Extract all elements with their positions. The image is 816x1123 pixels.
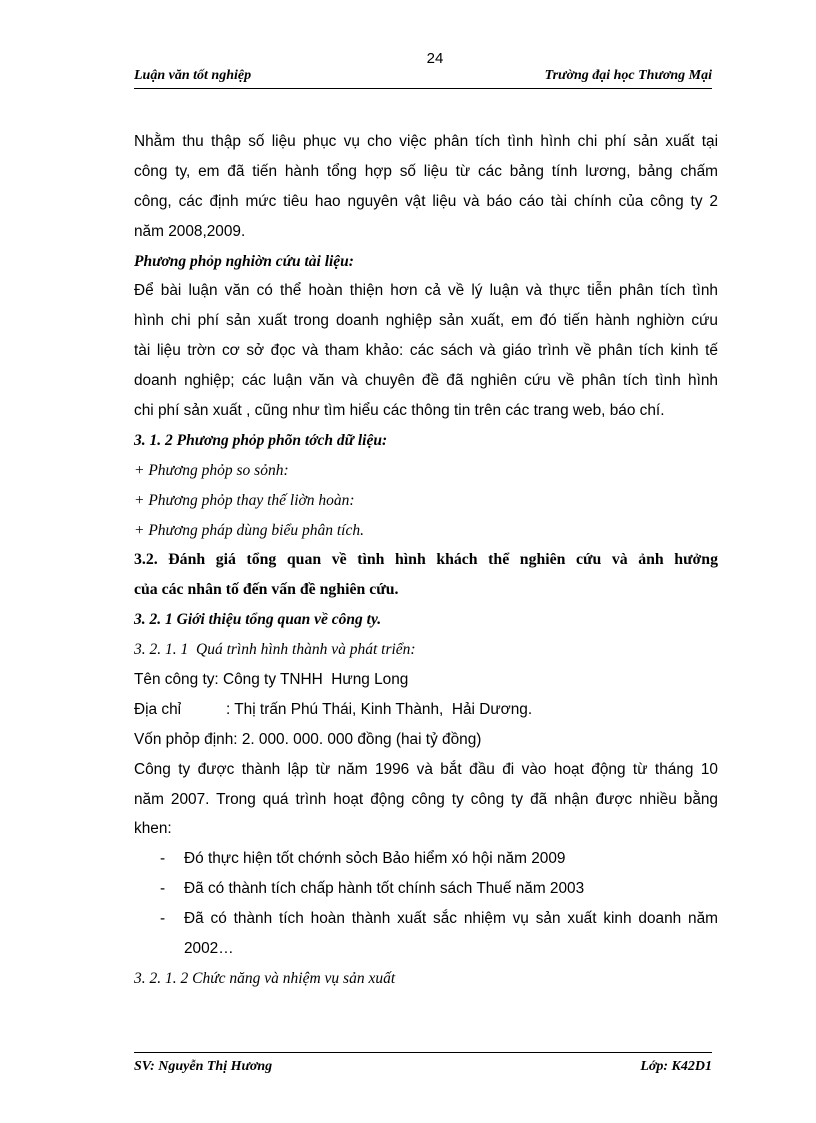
- footer-class: Lớp: K42D1: [640, 1059, 712, 1074]
- paragraph-line: công ty, em đã tiến hành tổng hợp số liệu từ các bảng tính lương, bảng chấm: [134, 162, 718, 180]
- footer-student-name: SV: Nguyễn Thị Hương: [134, 1059, 273, 1074]
- page-header: [134, 68, 712, 89]
- list-item-text: Đã có thành tích hoàn thành xuất sắc nhiệm vụ sản xuất kinh doanh năm: [184, 910, 718, 928]
- company-capital: Vốn phỏp định: 2. 000. 000. 000 đồng (hai tỷ đồng): [134, 730, 482, 748]
- bullet-dash: -: [160, 880, 166, 898]
- paragraph-line: khen:: [134, 820, 172, 838]
- paragraph-line: năm 2008,2009.: [134, 222, 246, 240]
- paragraph-line: Công ty được thành lập từ năm 1996 và bắt đầu đi vào hoạt động từ tháng 10: [134, 760, 718, 778]
- page-footer: [134, 1052, 712, 1077]
- method-item: + Phương pháp dùng biểu phân tích.: [134, 521, 364, 539]
- heading-3-2-cont: của các nhân tố đến vấn đề nghiên cứu.: [134, 581, 399, 599]
- bullet-dash: -: [160, 910, 166, 928]
- paragraph-line: công, các định mức tiêu hao nguyên vật liệu và báo cáo tài chính của công ty 2: [134, 192, 718, 210]
- heading-3-2-1-1: 3. 2. 1. 1 Quá trình hình thành và phát triển:: [134, 641, 416, 659]
- heading-3-2-1-2: 3. 2. 1. 2 Chức năng và nhiệm vụ sản xuất: [134, 969, 396, 987]
- company-address: [134, 695, 718, 725]
- page-body: [134, 127, 718, 994]
- list-item: [134, 844, 718, 874]
- paragraph-line: Nhằm thu thập số liệu phục vụ cho việc phân tích tình hình chi phí sản xuất tại: [134, 133, 718, 150]
- paragraph-line: chi phí sản xuất , cũng như tìm hiểu các thông tin trên các trang web, báo chí.: [134, 402, 665, 420]
- heading-3-1-2: 3. 1. 2 Phương phỏp phõn tớch dữ liệu:: [134, 431, 388, 449]
- header-thesis-title: Luận văn tốt nghiệp: [134, 68, 252, 83]
- header-university: Trường đại học Thương Mại: [544, 68, 712, 83]
- list-item-text: Đó thực hiện tốt chớnh sỏch Bảo hiểm xó hội năm 2009: [184, 850, 566, 868]
- heading-3-2: 3.2. Đánh giá tổng quan về tình hình khách thể nghiên cứu và ảnh hưởng: [134, 551, 718, 569]
- bullet-dash: -: [160, 850, 166, 868]
- company-name: Tên công ty: Công ty TNHH Hưng Long: [134, 671, 409, 689]
- list-item-continuation: 2002…: [184, 940, 234, 958]
- heading-research-method: Phương phỏp nghiờn cứu tài liệu:: [134, 252, 354, 270]
- method-item: + Phương phỏp so sỏnh:: [134, 461, 289, 479]
- address-label: Địa chỉ: [134, 700, 182, 718]
- paragraph-line: tài liệu trờn cơ sở đọc và tham khảo: các sách và giáo trình về phân tích kinh tế: [134, 342, 718, 360]
- method-item: + Phương phỏp thay thế liờn hoàn:: [134, 491, 355, 509]
- paragraph-line: doanh nghiệp; các luận văn và chuyên đề đã nghiên cứu về phân tích tình hình: [134, 372, 718, 390]
- paragraph-line: Để bài luận văn có thể hoàn thiện hơn cả về lý luận và thực tiễn phân tích tình: [134, 282, 718, 300]
- paragraph-line: năm 2007. Trong quá trình hoạt động công ty công ty đã nhận được nhiều bằng: [134, 790, 718, 808]
- paragraph-line: hình chi phí sản xuất trong doanh nghiệp sản xuất, em đó tiến hành nghiờn cứu: [134, 312, 718, 330]
- heading-3-2-1: 3. 2. 1 Giới thiệu tổng quan về công ty.: [134, 611, 382, 629]
- list-item: [134, 874, 718, 904]
- address-value: : Thị trấn Phú Thái, Kinh Thành, Hải Dương.: [226, 700, 533, 718]
- page-number: 24: [426, 50, 444, 67]
- list-item-text: Đã có thành tích chấp hành tốt chính sách Thuế năm 2003: [184, 880, 585, 898]
- list-item: [134, 904, 718, 934]
